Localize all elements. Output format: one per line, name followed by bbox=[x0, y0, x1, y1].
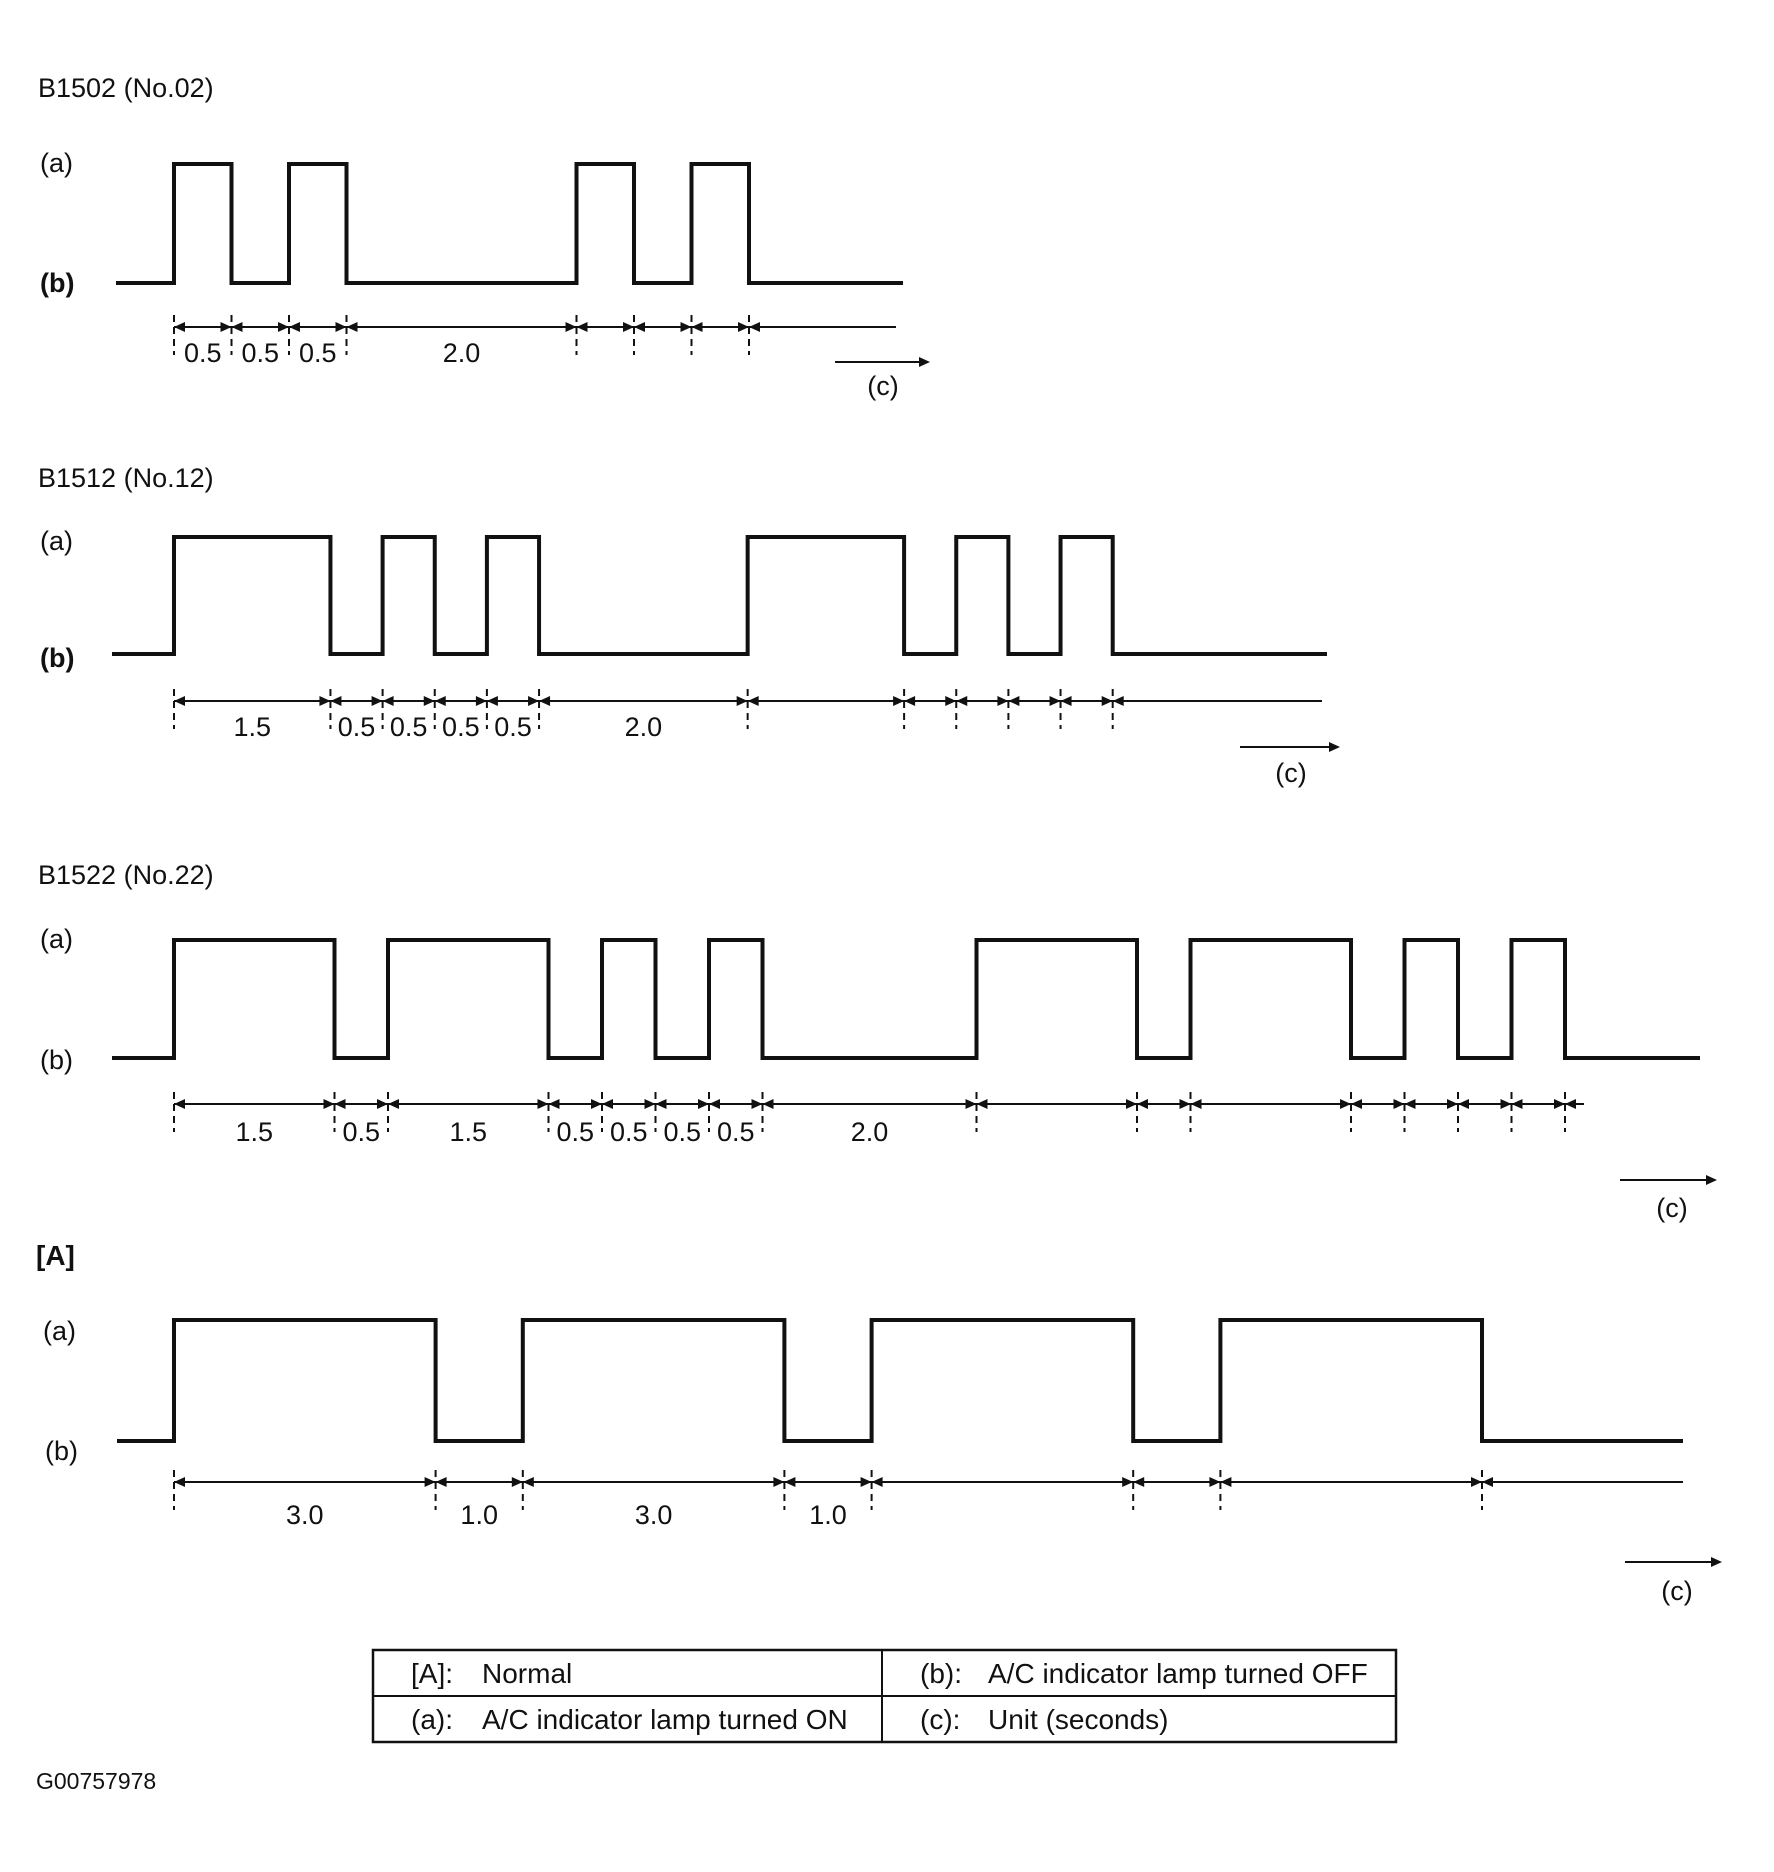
dimension-arrowhead bbox=[1351, 1099, 1362, 1109]
duration-label: 0.5 bbox=[298, 338, 337, 368]
label-lamp-on: (a) bbox=[40, 526, 73, 556]
dimension-arrowhead bbox=[330, 696, 341, 706]
dimension-arrowhead bbox=[289, 322, 300, 332]
label-lamp-on: (a) bbox=[43, 1316, 76, 1346]
dimension-arrowhead bbox=[1554, 1099, 1565, 1109]
dimension-arrowhead bbox=[591, 1099, 602, 1109]
dimension-arrowhead bbox=[476, 696, 487, 706]
duration-label: 0.5 bbox=[494, 712, 532, 742]
dimension-labels bbox=[235, 1117, 888, 1147]
dimension-arrowhead bbox=[1482, 1477, 1493, 1487]
diagram-title: B1502 (No.02) bbox=[38, 73, 214, 103]
dimension-line bbox=[174, 315, 896, 355]
duration-label: 1.0 bbox=[460, 1500, 498, 1530]
dimension-arrowhead bbox=[1050, 696, 1061, 706]
dimension-arrowhead bbox=[945, 696, 956, 706]
waveform bbox=[116, 164, 903, 283]
dimension-arrowhead bbox=[1565, 1099, 1576, 1109]
diagram-title: B1512 (No.12) bbox=[38, 463, 214, 493]
dimension-arrowhead bbox=[1340, 1099, 1351, 1109]
time-arrow-head bbox=[1329, 742, 1340, 752]
duration-label: 0.5 bbox=[556, 1117, 595, 1147]
label-lamp-off: (b) bbox=[45, 1436, 78, 1466]
dimension-arrowhead bbox=[692, 322, 703, 332]
dimension-arrowhead bbox=[388, 1099, 399, 1109]
dimension-arrowhead bbox=[1394, 1099, 1405, 1109]
dimension-arrowhead bbox=[347, 322, 358, 332]
dimension-arrowhead bbox=[512, 1477, 523, 1487]
legend-value-unit: Unit (seconds) bbox=[988, 1704, 1169, 1735]
dimension-arrowhead bbox=[623, 322, 634, 332]
label-unit: (c) bbox=[867, 371, 899, 401]
dimension-line bbox=[174, 1470, 1683, 1510]
dimension-arrowhead bbox=[425, 1477, 436, 1487]
legend-key-normal: [A]: bbox=[411, 1658, 454, 1689]
dimension-arrowhead bbox=[319, 696, 330, 706]
figure-id: G00757978 bbox=[36, 1768, 157, 1794]
duration-label: 0.5 bbox=[663, 1117, 702, 1147]
label-lamp-off: (b) bbox=[40, 1045, 73, 1075]
dimension-arrowhead bbox=[681, 322, 692, 332]
duration-label: 1.5 bbox=[235, 1117, 274, 1147]
dimension-arrowhead bbox=[773, 1477, 784, 1487]
duration-label: 2.0 bbox=[850, 1117, 889, 1147]
dimension-arrowhead bbox=[956, 696, 967, 706]
dimension-arrowhead bbox=[738, 322, 749, 332]
dimension-arrowhead bbox=[698, 1099, 709, 1109]
dimension-arrowhead bbox=[377, 1099, 388, 1109]
dimension-arrowhead bbox=[752, 1099, 763, 1109]
dimension-arrowhead bbox=[566, 322, 577, 332]
time-direction-arrow bbox=[1625, 1557, 1722, 1567]
dimension-arrowhead bbox=[372, 696, 383, 706]
dimension-arrowhead bbox=[893, 696, 904, 706]
duration-label: 1.5 bbox=[449, 1117, 488, 1147]
dimension-arrowhead bbox=[336, 322, 347, 332]
duration-label: 0.5 bbox=[389, 712, 428, 742]
dimension-arrowhead bbox=[1113, 696, 1124, 706]
dimension-arrowhead bbox=[174, 696, 185, 706]
dimension-arrowhead bbox=[324, 1099, 335, 1109]
dimension-arrowhead bbox=[523, 1477, 534, 1487]
dimension-arrowhead bbox=[436, 1477, 447, 1487]
dimension-arrowhead bbox=[602, 1099, 613, 1109]
legend-key-lamp-on: (a): bbox=[411, 1704, 453, 1735]
dimension-arrowhead bbox=[1137, 1099, 1148, 1109]
dimension-labels bbox=[233, 712, 662, 742]
dimension-arrowhead bbox=[1447, 1099, 1458, 1109]
dimension-arrowhead bbox=[232, 322, 243, 332]
dimension-arrowhead bbox=[861, 1477, 872, 1487]
dimension-labels bbox=[184, 338, 480, 368]
label-lamp-on: (a) bbox=[40, 924, 73, 954]
dimension-labels bbox=[286, 1500, 847, 1530]
dimension-arrowhead bbox=[487, 696, 498, 706]
legend-key-unit: (c): bbox=[920, 1704, 961, 1735]
diagram-title: B1522 (No.22) bbox=[38, 860, 214, 890]
label-unit: (c) bbox=[1656, 1193, 1688, 1223]
dimension-arrowhead bbox=[872, 1477, 883, 1487]
label-lamp-on: (a) bbox=[40, 148, 73, 178]
dimension-arrowhead bbox=[221, 322, 232, 332]
dimension-arrowhead bbox=[763, 1099, 774, 1109]
dimension-arrowhead bbox=[749, 322, 760, 332]
dimension-arrowhead bbox=[1512, 1099, 1523, 1109]
dimension-arrowhead bbox=[174, 322, 185, 332]
diagram-b1502 bbox=[38, 73, 930, 401]
dimension-arrowhead bbox=[424, 696, 435, 706]
dimension-arrowhead bbox=[549, 1099, 560, 1109]
time-arrow-head bbox=[1706, 1175, 1717, 1185]
dimension-arrowhead bbox=[528, 696, 539, 706]
duration-label: 1.5 bbox=[233, 712, 271, 742]
dimension-arrowhead bbox=[435, 696, 446, 706]
waveform bbox=[112, 940, 1700, 1058]
time-direction-arrow bbox=[1620, 1175, 1717, 1185]
dimension-arrowhead bbox=[335, 1099, 346, 1109]
dimension-arrowhead bbox=[645, 1099, 656, 1109]
diagram-title: [A] bbox=[36, 1240, 75, 1271]
duration-label: 0.5 bbox=[716, 1117, 755, 1147]
dimension-arrowhead bbox=[656, 1099, 667, 1109]
label-unit: (c) bbox=[1661, 1576, 1693, 1606]
dimension-arrowhead bbox=[174, 1099, 185, 1109]
dimension-arrowhead bbox=[1133, 1477, 1144, 1487]
dimension-arrowhead bbox=[977, 1099, 988, 1109]
time-arrow-head bbox=[1711, 1557, 1722, 1567]
dimension-arrowhead bbox=[1405, 1099, 1416, 1109]
dimension-arrowhead bbox=[174, 1477, 185, 1487]
dimension-arrowhead bbox=[1209, 1477, 1220, 1487]
legend-value-lamp-on: A/C indicator lamp turned ON bbox=[482, 1704, 848, 1735]
duration-label: 1.0 bbox=[809, 1500, 847, 1530]
label-lamp-off: (b) bbox=[40, 268, 75, 298]
waveform bbox=[112, 537, 1327, 654]
duration-label: 3.0 bbox=[634, 1500, 673, 1530]
dimension-arrowhead bbox=[1220, 1477, 1231, 1487]
duration-label: 0.5 bbox=[241, 338, 280, 368]
dimension-arrowhead bbox=[1471, 1477, 1482, 1487]
duration-label: 0.5 bbox=[342, 1117, 381, 1147]
legend-value-lamp-off: A/C indicator lamp turned OFF bbox=[988, 1658, 1368, 1689]
legend-key-lamp-off: (b): bbox=[920, 1658, 962, 1689]
dimension-arrowhead bbox=[1501, 1099, 1512, 1109]
dimension-arrowhead bbox=[1102, 696, 1113, 706]
duration-label: 3.0 bbox=[286, 1500, 324, 1530]
duration-label: 0.5 bbox=[609, 1117, 648, 1147]
diagram-b1522 bbox=[38, 860, 1717, 1223]
dimension-arrowhead bbox=[1061, 696, 1072, 706]
dimension-arrowhead bbox=[538, 1099, 549, 1109]
dimension-arrowhead bbox=[904, 696, 915, 706]
dimension-arrowhead bbox=[997, 696, 1008, 706]
dimension-arrowhead bbox=[634, 322, 645, 332]
duration-label: 2.0 bbox=[442, 338, 481, 368]
duration-label: 0.5 bbox=[183, 338, 222, 368]
waveform bbox=[117, 1320, 1683, 1441]
dimension-arrowhead bbox=[577, 322, 588, 332]
dimension-arrowhead bbox=[1458, 1099, 1469, 1109]
time-direction-arrow bbox=[835, 357, 930, 367]
duration-label: 0.5 bbox=[442, 712, 480, 742]
dimension-arrowhead bbox=[383, 696, 394, 706]
dimension-arrowhead bbox=[1180, 1099, 1191, 1109]
label-unit: (c) bbox=[1275, 758, 1307, 788]
dimension-arrowhead bbox=[748, 696, 759, 706]
time-direction-arrow bbox=[1240, 742, 1340, 752]
legend-table bbox=[373, 1650, 1396, 1742]
legend-value-normal: Normal bbox=[482, 1658, 573, 1689]
dimension-arrowhead bbox=[784, 1477, 795, 1487]
dimension-arrowhead bbox=[1122, 1477, 1133, 1487]
diagram-normal bbox=[36, 1240, 1722, 1606]
duration-label: 0.5 bbox=[337, 712, 376, 742]
dimension-arrowhead bbox=[278, 322, 289, 332]
label-lamp-off: (b) bbox=[40, 643, 75, 673]
duration-label: 2.0 bbox=[624, 712, 663, 742]
dimension-arrowhead bbox=[966, 1099, 977, 1109]
dimension-arrowhead bbox=[1008, 696, 1019, 706]
dimension-arrowhead bbox=[1191, 1099, 1202, 1109]
dimension-arrowhead bbox=[539, 696, 550, 706]
dimension-arrowhead bbox=[737, 696, 748, 706]
dimension-arrowhead bbox=[1126, 1099, 1137, 1109]
diagram-b1512 bbox=[38, 463, 1340, 788]
time-arrow-head bbox=[919, 357, 930, 367]
dimension-arrowhead bbox=[709, 1099, 720, 1109]
